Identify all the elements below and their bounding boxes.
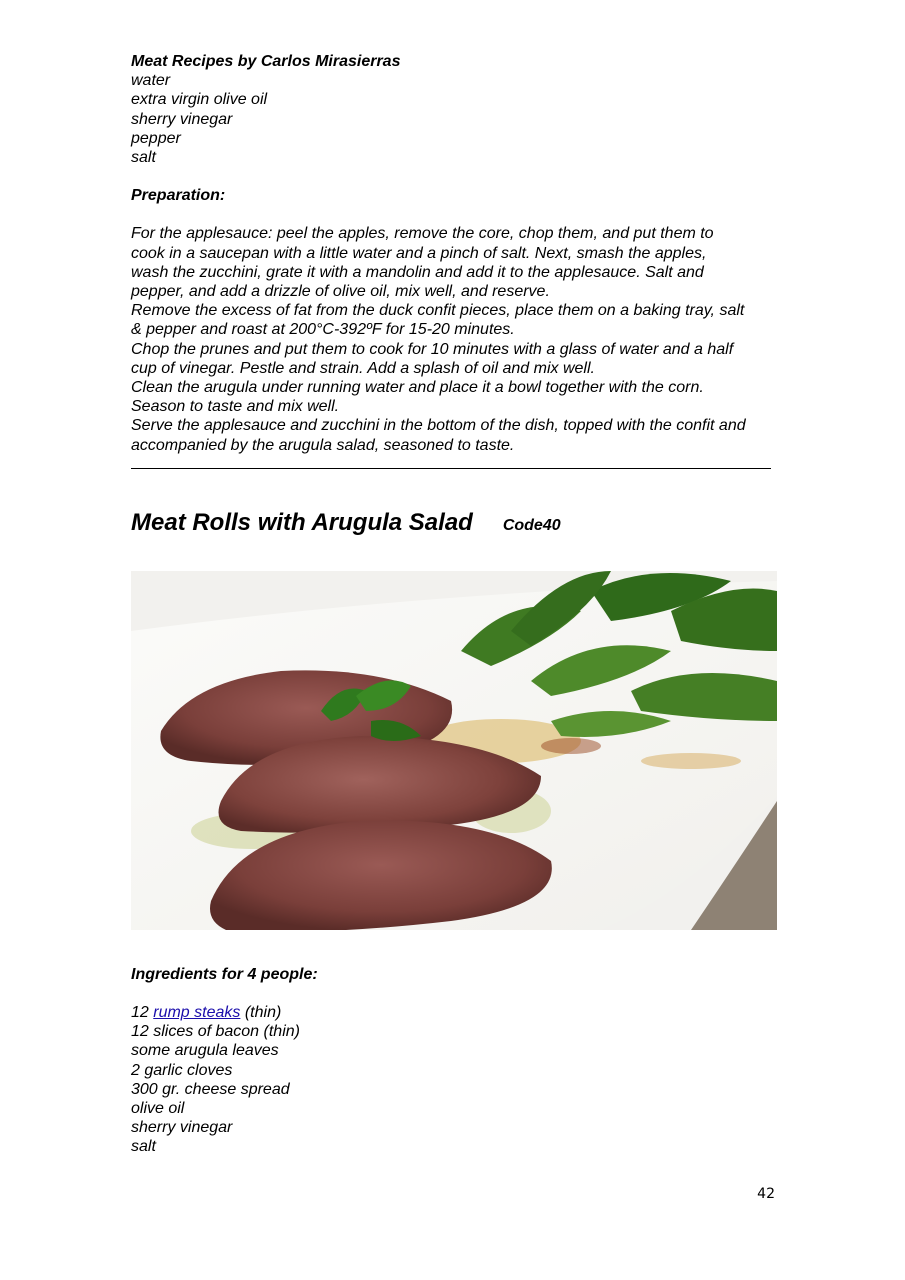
section-divider xyxy=(131,468,771,469)
list-item: 300 gr. cheese spread xyxy=(131,1080,290,1098)
recipe-photo xyxy=(131,571,777,930)
paragraph-line: Serve the applesauce and zucchini in the bottom of the dish, topped with the confit and xyxy=(131,417,746,435)
meat-rolls-photo-illustration xyxy=(131,571,777,930)
rump-steaks-link[interactable]: rump steaks xyxy=(153,1004,241,1022)
paragraph-line: & pepper and roast at 200°C-392ºF for 15-20 minutes. xyxy=(131,321,515,339)
ingredient-suffix: (thin) xyxy=(240,1004,282,1022)
recipe-code: Code40 xyxy=(502,516,561,534)
ingredients-heading: Ingredients for 4 people: xyxy=(131,965,318,983)
paragraph-line: pepper, and add a drizzle of olive oil, mix well, and reserve. xyxy=(131,283,550,301)
paragraph-line: cook in a saucepan with a little water and a pinch of salt. Next, smash the apples, xyxy=(131,244,707,262)
list-item xyxy=(131,1003,777,1022)
preparation-heading: Preparation: xyxy=(131,187,226,205)
list-item: olive oil xyxy=(131,1100,185,1118)
list-item: 12 slices of bacon (thin) xyxy=(131,1023,300,1041)
page-header: Meat Recipes by Carlos Mirasierras xyxy=(131,53,401,70)
paragraph-line: accompanied by the arugula salad, seasoned to taste. xyxy=(131,436,515,454)
preparation-text xyxy=(131,224,777,454)
list-item: 2 garlic cloves xyxy=(131,1061,233,1079)
paragraph-line: cup of vinegar. Pestle and strain. Add a splash of oil and mix well. xyxy=(131,359,595,377)
paragraph-line: Remove the excess of fat from the duck confit pieces, place them on a baking tray, salt xyxy=(131,302,745,320)
list-item: salt xyxy=(131,149,156,167)
list-item: sherry vinegar xyxy=(131,110,233,128)
recipe-title-row xyxy=(131,509,777,549)
paragraph-line: wash the zucchini, grate it with a mandolin and add it to the applesauce. Salt and xyxy=(131,263,704,281)
paragraph-line: Chop the prunes and put them to cook for 10 minutes with a glass of water and a half xyxy=(131,340,734,358)
ingredients-list xyxy=(131,1003,777,1157)
recipe-title: Meat Rolls with Arugula Salad xyxy=(131,508,473,536)
page-number: 42 xyxy=(757,1186,775,1202)
list-item: extra virgin olive oil xyxy=(131,91,268,109)
paragraph-line: Season to taste and mix well. xyxy=(131,398,340,416)
paragraph-line: For the applesauce: peel the apples, remove the core, chop them, and put them to xyxy=(131,225,714,243)
list-item: some arugula leaves xyxy=(131,1042,279,1060)
paragraph-line: Clean the arugula under running water and place it a bowl together with the corn. xyxy=(131,379,704,397)
list-item: salt xyxy=(131,1138,156,1156)
ingredient-qty: 12 xyxy=(131,1004,154,1022)
page-content xyxy=(131,52,777,1157)
list-item: sherry vinegar xyxy=(131,1119,233,1137)
list-item: water xyxy=(131,72,171,90)
list-item: pepper xyxy=(131,129,181,147)
previous-ingredients-list xyxy=(131,71,777,167)
